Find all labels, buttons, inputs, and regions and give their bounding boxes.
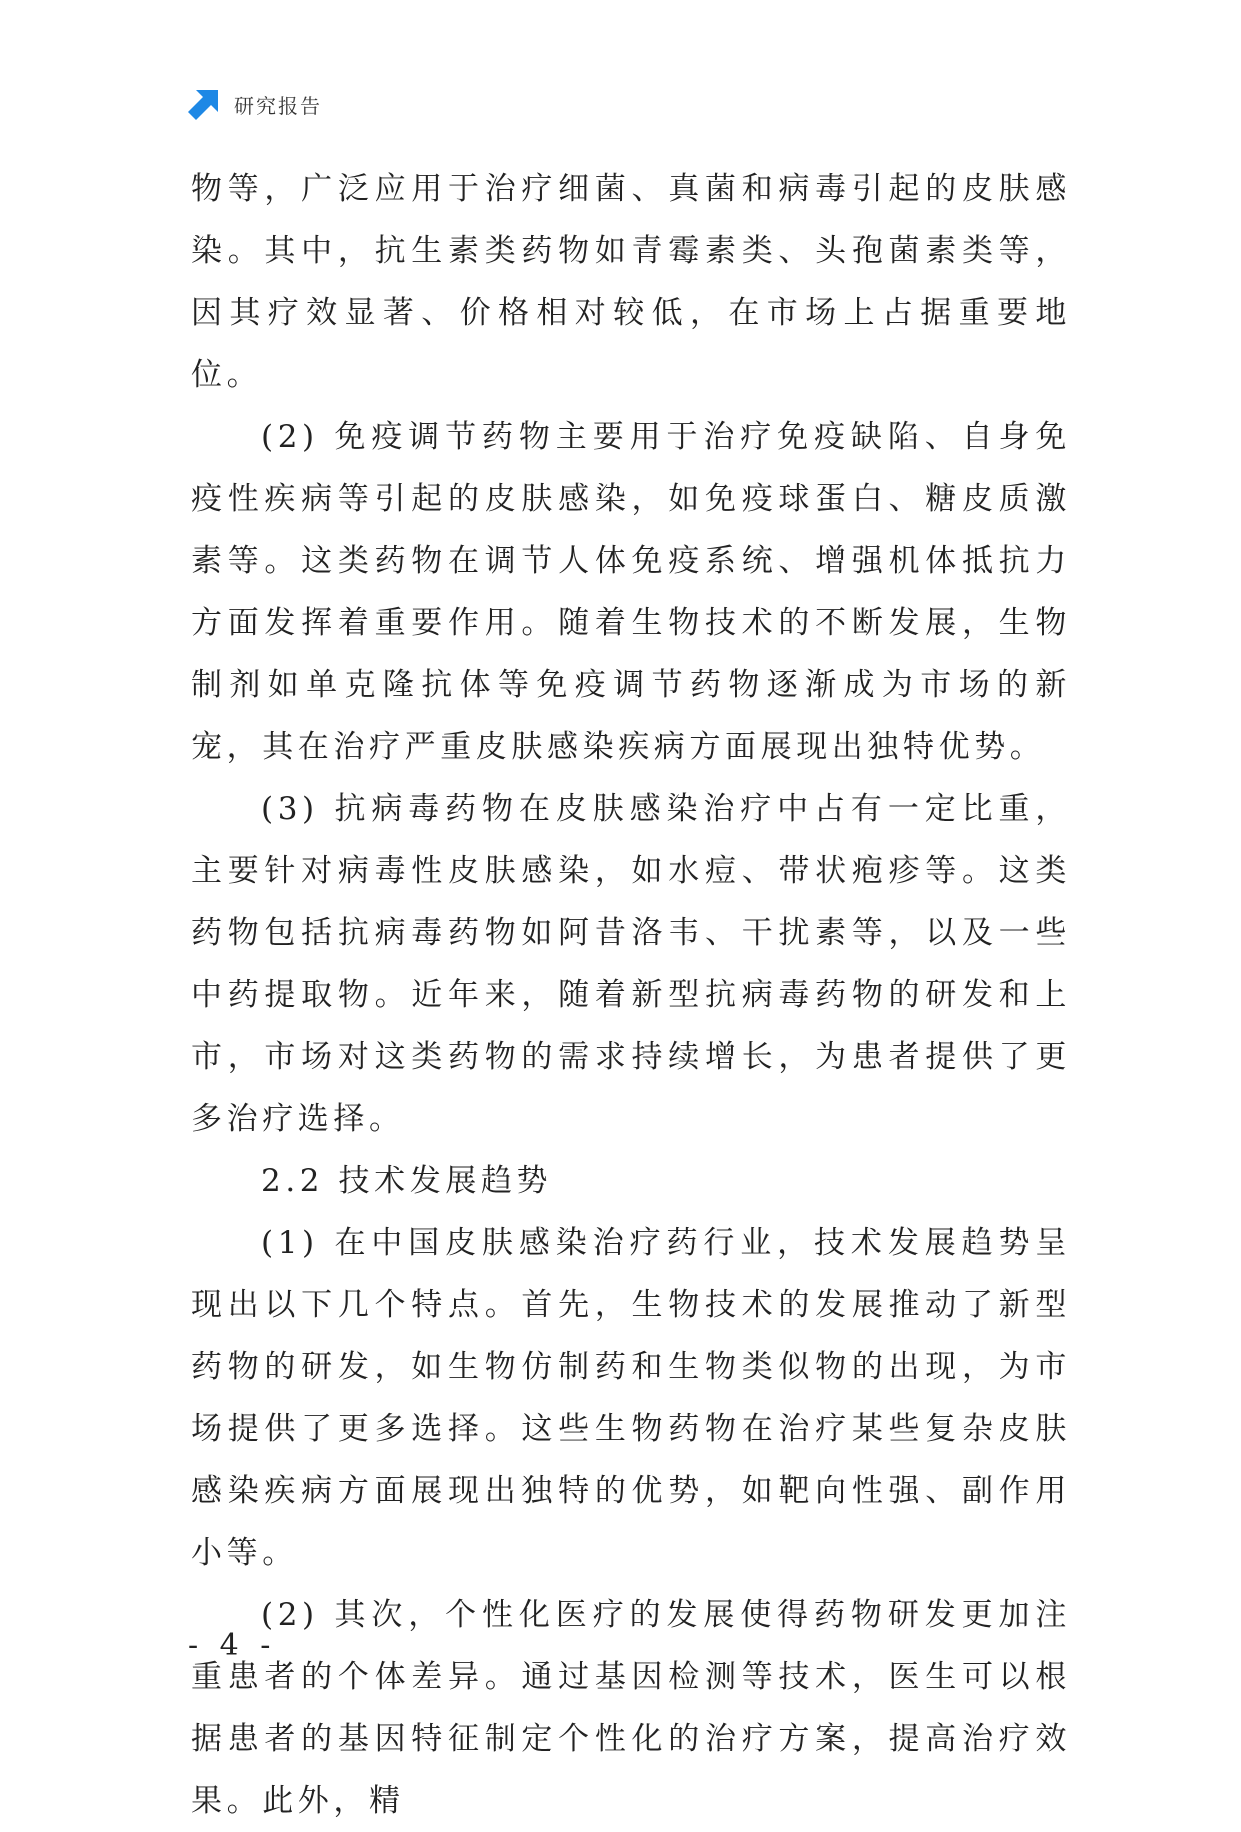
paragraph-tech-trend-2: (2) 其次，个性化医疗的发展使得药物研发更加注重患者的个体差异。通过基因检测等技术，医生可以根据患者的基因特征制定个性化的治疗方案，提高治疗效果。此外，精	[191, 1597, 1071, 1819]
page-header	[188, 86, 322, 122]
arrow-up-right-icon	[188, 88, 220, 120]
document-body	[191, 158, 1071, 1832]
header-title: 研究报告	[234, 93, 322, 118]
paragraph-antivirals: (3) 抗病毒药物在皮肤感染治疗中占有一定比重，主要针对病毒性皮肤感染，如水痘、带状疱疹等。这类药物包括抗病毒药物如阿昔洛韦、干扰素等，以及一些中药提取物。近年来，随着新型抗病毒药物的研发和上市，市场对这类药物的需求持续增长，为患者提供了更多治疗选择。	[191, 791, 1071, 1137]
section-heading: 2.2 技术发展趋势	[261, 1163, 553, 1199]
paragraph-tech-trend-1: (1) 在中国皮肤感染治疗药行业，技术发展趋势呈现出以下几个特点。首先，生物技术的发展推动了新型药物的研发，如生物仿制药和生物类似物的出现，为市场提供了更多选择。这些生物药物在治疗某些复杂皮肤感染疾病方面展现出独特的优势，如靶向性强、副作用小等。	[191, 1225, 1071, 1571]
page-number: - 4 -	[188, 1628, 277, 1663]
paragraph-immunomodulators: (2) 免疫调节药物主要用于治疗免疫缺陷、自身免疫性疾病等引起的皮肤感染，如免疫球蛋白、糖皮质激素等。这类药物在调节人体免疫系统、增强机体抵抗力方面发挥着重要作用。随着生物技术的不断发展，生物制剂如单克隆抗体等免疫调节药物逐渐成为市场的新宠，其在治疗严重皮肤感染疾病方面展现出独特优势。	[191, 419, 1071, 765]
paragraph-continuation: 物等，广泛应用于治疗细菌、真菌和病毒引起的皮肤感染。其中，抗生素类药物如青霉素类、头孢菌素类等，因其疗效显著、价格相对较低，在市场上占据重要地位。	[191, 171, 1071, 393]
